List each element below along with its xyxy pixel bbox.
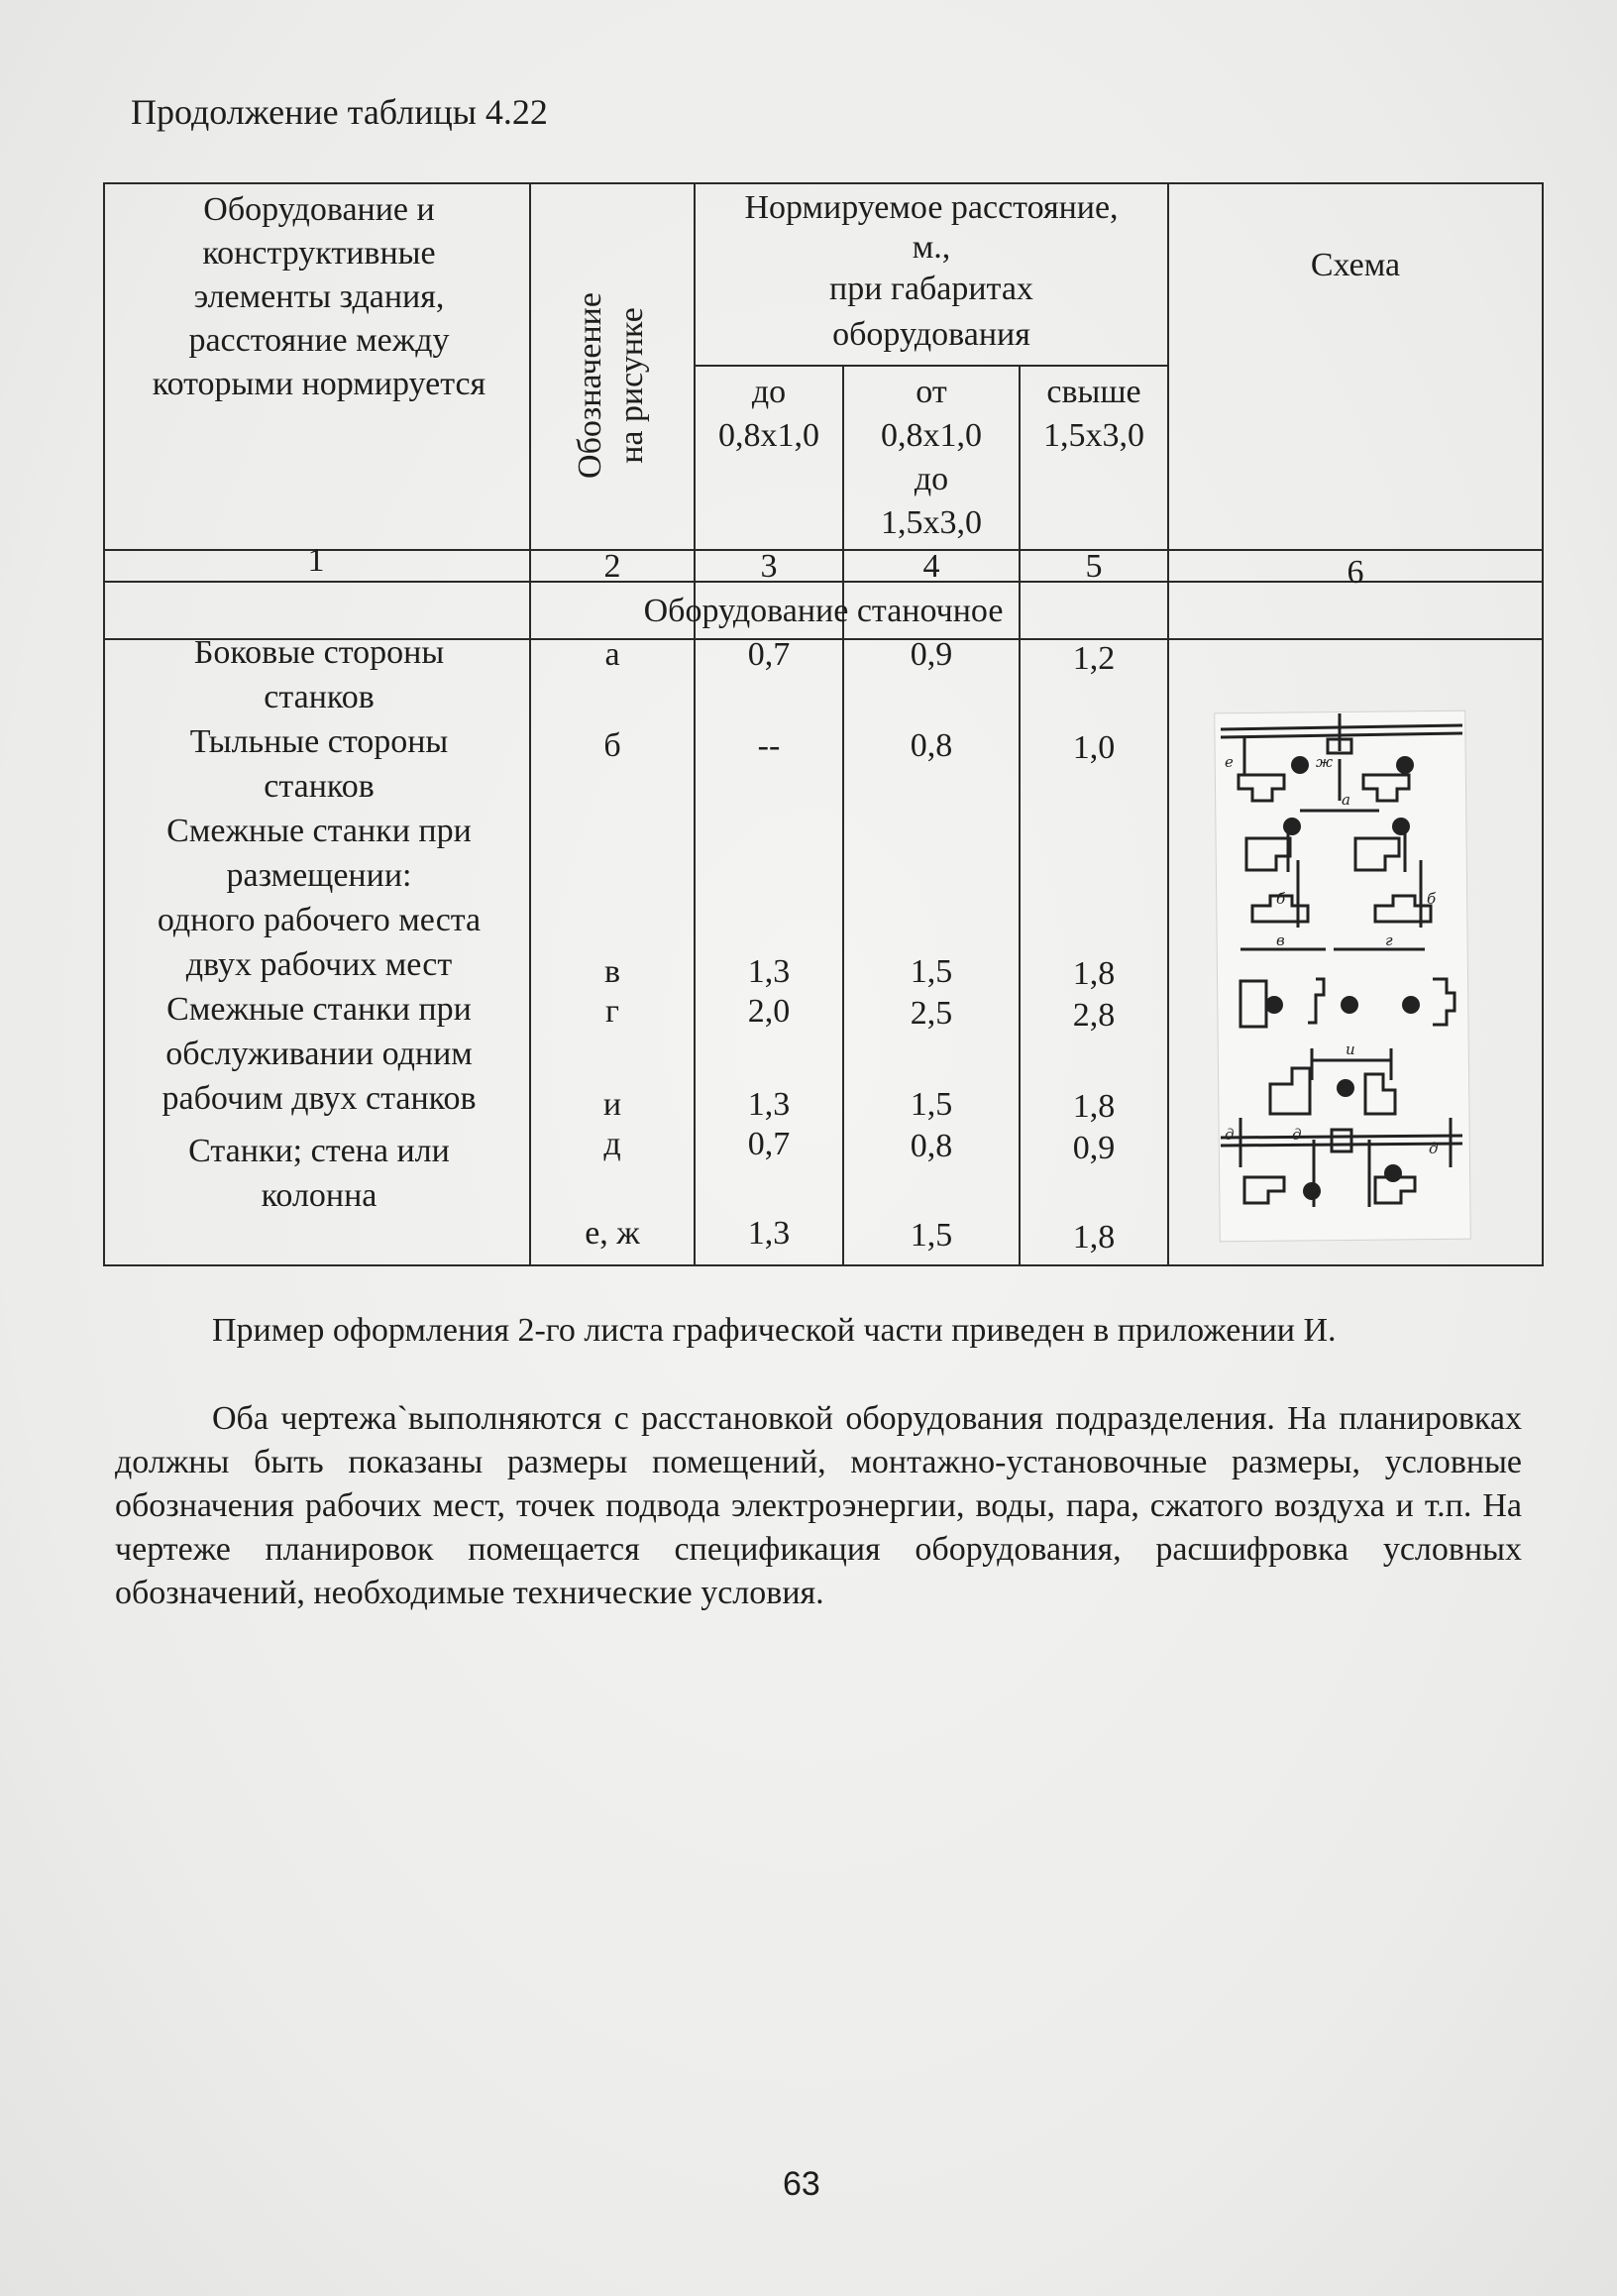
row-v-c5: 1,8 (1072, 955, 1116, 992)
row-ezh-c4: 1,5 (910, 1217, 953, 1254)
schema-label-d1: д (1225, 1126, 1235, 1144)
schema-label-b2: б (1427, 890, 1437, 908)
page-number: 63 (783, 2165, 820, 2203)
row-b-c3: -- (757, 727, 781, 764)
schema-label-b1: б (1276, 890, 1286, 908)
header-col4: от 0,8х1,0 до 1,5х3,0 (881, 374, 982, 541)
schema-label-d2: д (1292, 1126, 1302, 1144)
schema-label-a: а (1342, 791, 1350, 809)
col-number-1: 1 (307, 542, 325, 579)
row-b-mark: б (603, 727, 621, 764)
row-d-mark: д (603, 1126, 621, 1162)
header-col2-vertical: Обозначение на рисунке (572, 292, 650, 479)
header-col6: Схема (1310, 247, 1401, 283)
row-a-c3: 0,7 (747, 636, 791, 673)
table-border-top (103, 182, 1544, 184)
vline-5 (1167, 182, 1169, 1264)
header-col5: свыше 1,5х3,0 (1043, 374, 1144, 454)
section-title: Оборудование станочное (643, 593, 1004, 629)
paragraph-appendix: Пример оформления 2-го листа графической части приведен в приложении И. (212, 1312, 1337, 1349)
row-i-c5: 1,8 (1072, 1088, 1116, 1125)
row-i-c4: 1,5 (910, 1086, 953, 1123)
schema-label-g: г (1385, 931, 1393, 949)
schema-label-e: е (1225, 753, 1234, 771)
row-a-mark: а (604, 636, 620, 673)
row-v-c4: 1,5 (910, 953, 953, 990)
row-d-c3: 0,7 (747, 1126, 791, 1162)
table-caption: Продолжение таблицы 4.22 (131, 92, 548, 132)
col-number-6: 6 (1347, 554, 1364, 591)
schema-label-v: в (1276, 931, 1285, 949)
schema-label-zh: ж (1316, 753, 1334, 771)
col-number-2: 2 (603, 548, 621, 585)
col-number-5: 5 (1085, 548, 1103, 585)
row-i-mark: и (602, 1086, 622, 1123)
row-v-mark: в (603, 953, 621, 990)
row-g-c3: 2,0 (747, 993, 791, 1030)
row-ezh-c5: 1,8 (1072, 1219, 1116, 1256)
hline-group (694, 365, 1167, 367)
row-names: Боковые стороны станков Тыльные стороны станков Смежные станки при размещении: одного рабочего места двух рабочих мест Смежные станки при обслуживании одним рабочим двух станков Станки; стена или колонна (157, 634, 482, 1214)
header-col1: Оборудование и конструктивные элементы здания, расстояние между которыми нормируется (152, 191, 486, 402)
row-ezh-mark: е, ж (585, 1215, 640, 1252)
row-ezh-c3: 1,3 (747, 1215, 791, 1252)
row-a-c5: 1,2 (1072, 640, 1116, 677)
row-g-mark: г (605, 993, 619, 1030)
header-group: Нормируемое расстояние, м., при габаритах оборудования (744, 189, 1119, 353)
schema-label-i: и (1346, 1040, 1355, 1058)
row-a-c4: 0,9 (910, 636, 953, 673)
row-b-c4: 0,8 (910, 727, 953, 764)
row-d-c4: 0,8 (910, 1128, 953, 1164)
table-border-left (103, 182, 105, 1266)
row-g-c4: 2,5 (910, 995, 953, 1032)
table-border-bottom (103, 1264, 1544, 1266)
row-v-c3: 1,3 (747, 953, 791, 990)
machine-layout-schema (1217, 711, 1466, 1239)
col-number-4: 4 (922, 548, 940, 585)
row-b-c5: 1,0 (1072, 729, 1116, 766)
col-number-3: 3 (760, 548, 778, 585)
row-d-c5: 0,9 (1072, 1130, 1116, 1166)
header-col3: до 0,8х1,0 (718, 374, 819, 454)
table-border-right (1542, 182, 1544, 1266)
row-i-c3: 1,3 (747, 1086, 791, 1123)
paragraph-drawings: Оба чертежа`выполняются с расстановкой оборудования подразделения. На планировках должны быть показаны размеры помещений, монтажно-установочные размеры, условные обозначения рабочих мест, точек подвода электроэнергии, воды, пара, сжатого воздуха и т.п. На чертеже планировок помещается спецификация оборудования, расшифровка условных обозначений, необходимые технические условия. (115, 1400, 1522, 1611)
schema-label-d3: д (1429, 1140, 1439, 1157)
row-g-c5: 2,8 (1072, 997, 1116, 1034)
